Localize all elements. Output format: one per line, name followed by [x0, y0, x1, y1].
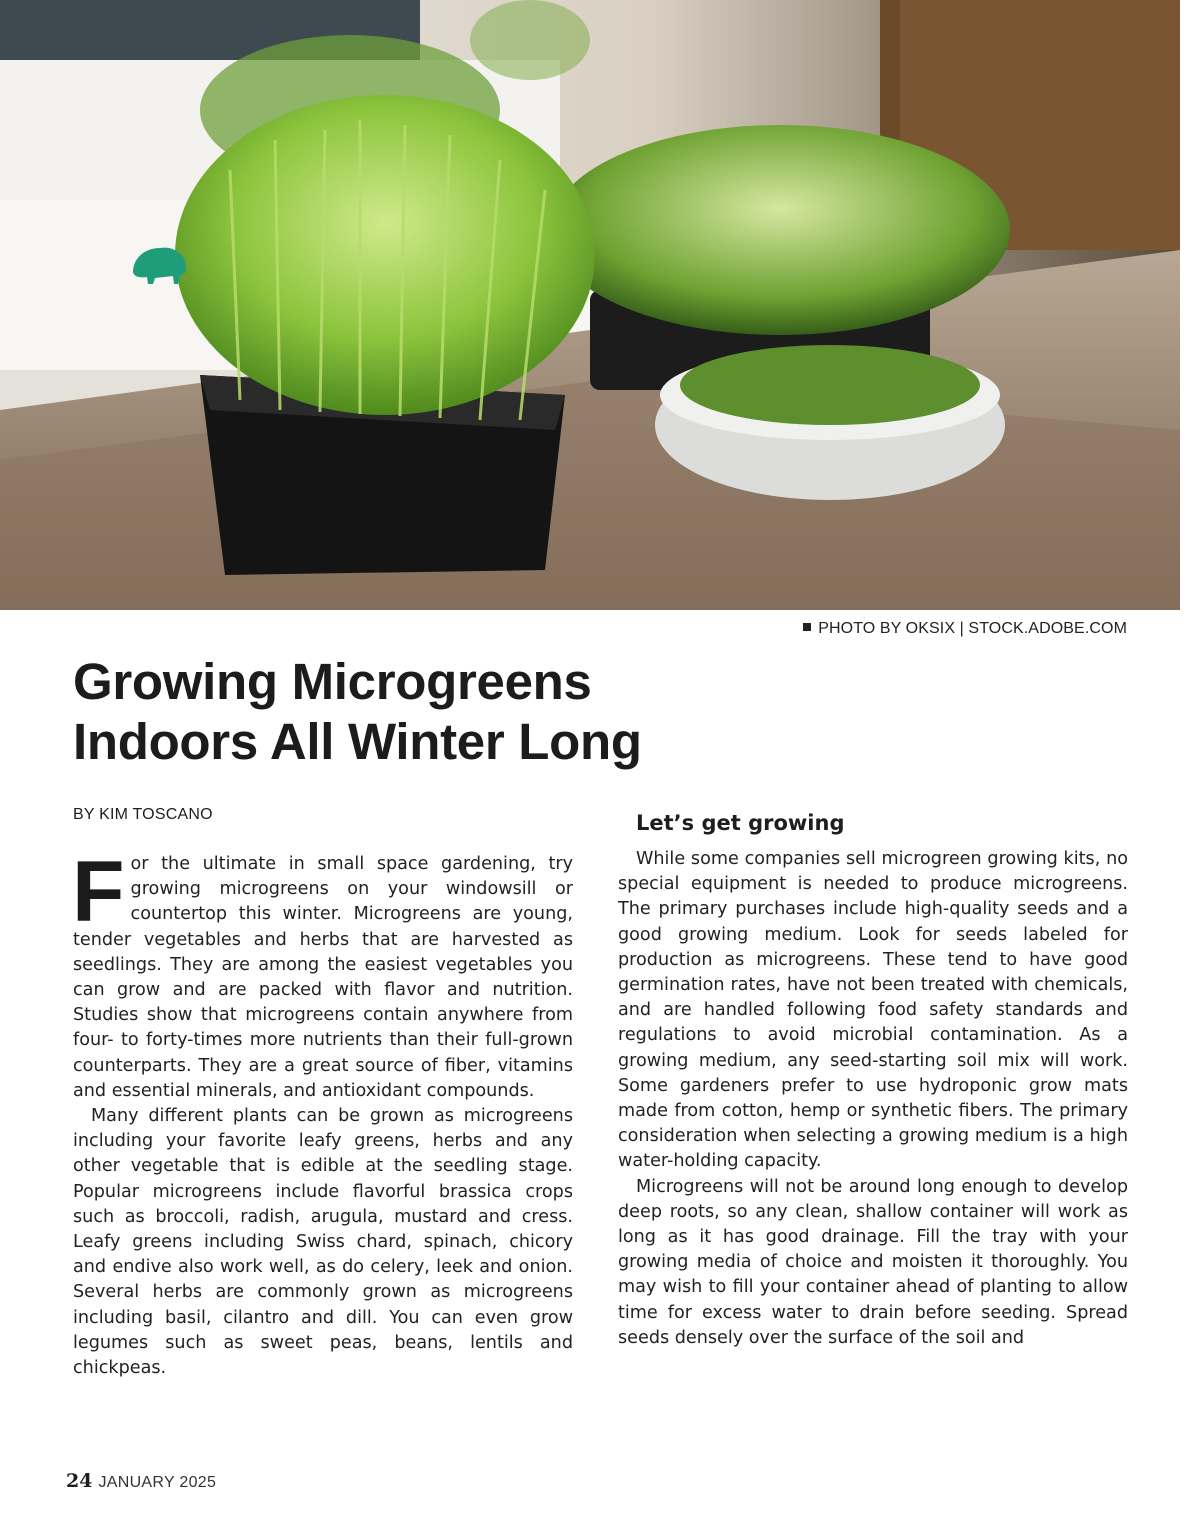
title-line-2: Indoors All Winter Long: [73, 713, 642, 770]
microgreens-photo-illustration: [0, 0, 1180, 610]
paragraph: While some companies sell microgreen growing kits, no special equipment is needed to produce microgreens. The primary purchases include high-quality seeds and a good growing medium. Look for seeds labeled for production as microgreens. These tend to have good germination rates, have not been treated with chemicals, and are handled following food safety standards and regulations to avoid microbial contamination. As a growing medium, any seed-starting soil mix will work. Some gardeners prefer to use hydroponic grow mats made from cotton, hemp or synthetic fibers. The primary consideration when selecting a growing medium is a high water-holding capacity.: [618, 849, 1128, 1172]
photo-credit: [803, 620, 1127, 638]
issue-date: JANUARY 2025: [98, 1474, 217, 1491]
credit-square-icon: [803, 623, 811, 631]
right-column: [618, 808, 1128, 1351]
title-line-1: Growing Microgreens: [73, 653, 592, 710]
paragraph: Microgreens will not be around long enough to develop deep roots, so any clean, shallow container will work as long as it has good drainage. Fill the tray with your growing media of choice and moisten it thoroughly. You may wish to fill your container ahead of planting to allow time for excess water to drain before seeding. Spread seeds densely over the surface of the soil and: [618, 1176, 1128, 1348]
page-number: 24: [66, 1470, 93, 1492]
hero-photo: [0, 0, 1180, 610]
article-title: [73, 652, 642, 772]
drop-cap: F: [72, 844, 125, 940]
paragraph: [72, 844, 573, 1104]
paragraph: Many different plants can be grown as microgreens including your favorite leafy greens, herbs and any other vegetable that is edible at the seedling stage. Popular microgreens include flavorful brassica crops such as broccoli, radish, arugula, mustard and cress. Leafy greens including Swiss chard, spinach, chicory and endive also work well, as do celery, leek and onion. Several herbs are commonly grown as microgreens including basil, cilantro and dill. You can even grow legumes such as sweet peas, beans, lentils and chickpeas.: [73, 1106, 573, 1379]
section-subhead: Let’s get growing: [636, 811, 845, 835]
photo-credit-text: PHOTO BY OKSIX | STOCK.ADOBE.COM: [818, 620, 1127, 637]
byline: BY KIM TOSCANO: [73, 806, 213, 823]
left-column: [72, 844, 573, 1381]
page-footer: [66, 1470, 216, 1492]
paragraph-text: or the ultimate in small space gardening, try growing microgreens on your windowsill or countertop this winter. Microgreens are young, tender vegetables and herbs that are harvested as seedlings. They are among the easiest vegetables you can grow and are packed with flavor and nutrition. Studies show that microgreens contain anywhere from four- to forty-times more nutrients than their full-grown counterparts. They are a great source of fiber, vitamins and essential minerals, and antioxidant compounds.: [73, 854, 573, 1101]
